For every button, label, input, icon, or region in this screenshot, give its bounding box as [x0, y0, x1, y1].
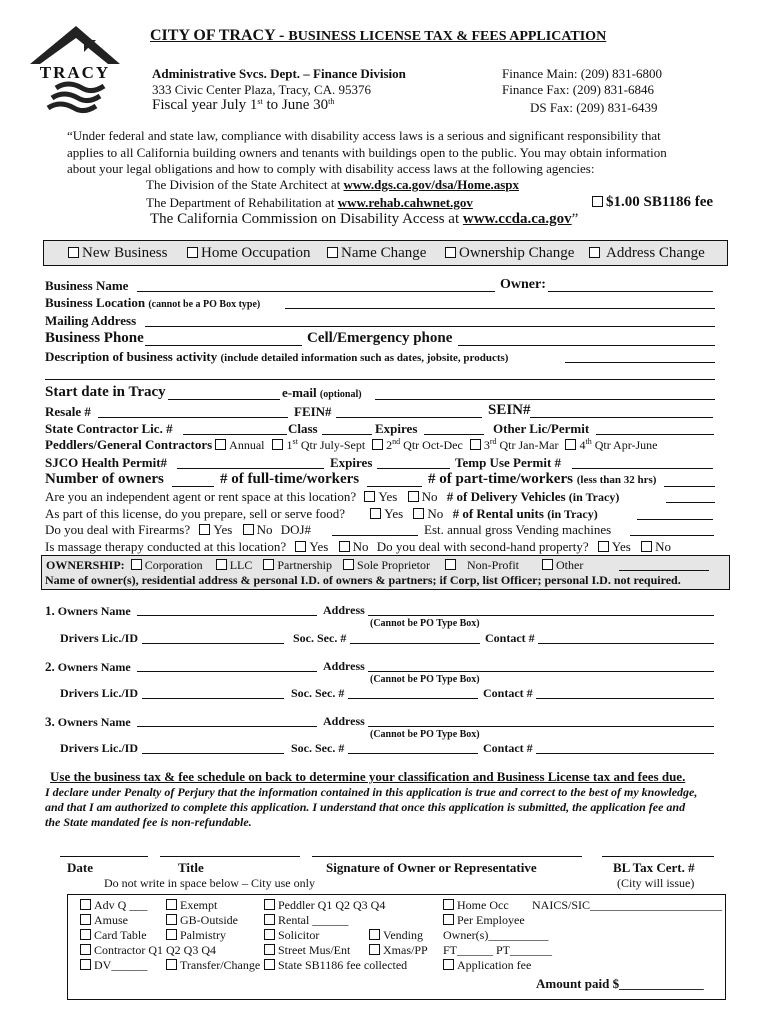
notice-line-1: “Under federal and state law, compliance with disability access laws is a serious and significant responsibility that — [67, 128, 661, 143]
other-lic-label: Other Lic/Permit — [493, 421, 590, 436]
business-location-label: Business Location (cannot be a PO Box type) — [45, 295, 261, 310]
num-owners-input[interactable] — [172, 486, 214, 487]
owner-2-dl-label: Drivers Lic./ID — [60, 686, 138, 700]
sjco-expires-label: Expires — [330, 455, 373, 470]
city-use-item[interactable]: Transfer/Change — [166, 958, 260, 973]
secondhand-no-checkbox[interactable] — [641, 541, 652, 552]
business-name-label: Business Name — [45, 278, 129, 293]
sjco-expires-input[interactable] — [377, 468, 450, 469]
city-use-item[interactable]: Per Employee — [443, 913, 552, 928]
food-row: As part of this license, do you prepare, sell or serve food? Yes No # of Rental units (in Tracy) — [45, 506, 598, 521]
q4-checkbox[interactable] — [565, 439, 576, 450]
owner-1-dl-input[interactable] — [142, 643, 284, 644]
city-use-item[interactable]: Street Mus/Ent — [264, 943, 407, 958]
logo-text: TRACY — [39, 63, 111, 82]
sein-label: SEIN# — [488, 402, 531, 418]
owner-1-address-label: Address — [323, 603, 365, 617]
description-input-1[interactable] — [565, 362, 715, 363]
food-no-checkbox[interactable] — [413, 508, 424, 519]
checkbox-icon — [445, 247, 456, 258]
sjco-input[interactable] — [177, 468, 324, 469]
owner-3-address-label: Address — [323, 714, 365, 728]
rental-units-input[interactable] — [637, 519, 713, 520]
q1-checkbox[interactable] — [272, 439, 283, 450]
owner-3-dl-label: Drivers Lic./ID — [60, 741, 138, 755]
city-use-item: Owner(s)__________ — [443, 928, 549, 942]
start-date-input[interactable] — [168, 399, 280, 400]
business-phone-input[interactable] — [145, 345, 302, 346]
food-yes-checkbox[interactable] — [370, 508, 381, 519]
city-use-note: Do not write in space below – City use only — [104, 876, 315, 890]
owner-1-name-input[interactable] — [137, 615, 317, 616]
q2-checkbox[interactable] — [372, 439, 383, 450]
peddlers-label: Peddlers/General Contractors — [45, 437, 213, 452]
massage-yes-checkbox[interactable] — [295, 541, 306, 552]
owner-1-po-note: (Cannot be PO Type Box) — [370, 618, 480, 629]
vending-label: Est. annual gross Vending machines — [424, 522, 612, 537]
fein-input[interactable] — [336, 417, 482, 418]
owner-1-name-label: 1. Owners Name — [45, 603, 131, 618]
class-input[interactable] — [322, 434, 372, 435]
owner-3-po-note: (Cannot be PO Type Box) — [370, 729, 480, 740]
owner-1-dl-label: Drivers Lic./ID — [60, 631, 138, 645]
date-label: Date — [67, 860, 93, 875]
owner-1-ssn-input[interactable] — [350, 643, 480, 644]
rehab-link[interactable]: www.rehab.cahwnet.gov — [337, 195, 473, 210]
sb1186-fee[interactable]: $1.00 SB1186 fee — [592, 194, 713, 211]
notice-line-2: applies to all California building owners and tenants with buildings open to the public. You may obtain information — [67, 145, 667, 160]
delivery-input[interactable] — [666, 502, 715, 503]
ownership-label: OWNERSHIP: — [46, 558, 125, 572]
massage-row: Is massage therapy conducted at this location? Yes No Do you deal with second-hand property? Yes No — [45, 539, 671, 554]
firearms-yes-checkbox[interactable] — [199, 524, 210, 535]
sb1186-checkbox[interactable] — [592, 196, 603, 207]
description-label: Description of business activity (include detailed information such as dates, jobsite, products) — [45, 349, 509, 364]
doj-input[interactable] — [332, 535, 418, 536]
city-use-item[interactable]: Card Table — [80, 928, 216, 943]
owner-2-ssn-label: Soc. Sec. # — [291, 686, 345, 700]
signature-label: Signature of Owner or Representative — [326, 860, 537, 875]
owner-2-contact-input[interactable] — [536, 698, 714, 699]
resale-input[interactable] — [98, 417, 288, 418]
owner-label: Owner: — [500, 277, 546, 292]
expires-label: Expires — [375, 421, 418, 436]
owner-3-dl-input[interactable] — [142, 753, 284, 754]
cell-phone-input[interactable] — [458, 345, 715, 346]
city-use-item[interactable]: Home Occ — [443, 898, 552, 913]
notice-line-3: about your legal obligations and how to comply with disability access laws at the following agencies: — [67, 161, 595, 176]
owner-input[interactable] — [548, 291, 713, 292]
agency-ccda: The California Commission on Disability Access at www.ccda.ca.gov” — [150, 211, 579, 227]
title-input[interactable] — [160, 856, 300, 857]
owner-2-contact-label: Contact # — [483, 686, 533, 700]
ownership-llc-checkbox[interactable] — [216, 559, 227, 570]
app-type-ownership-change[interactable]: Ownership Change — [445, 245, 574, 262]
fein-label: FEIN# — [294, 404, 332, 419]
business-location-input[interactable] — [285, 308, 715, 309]
city-use-col-2 — [166, 898, 260, 973]
amount-paid-field[interactable]: Amount paid $_____________ — [536, 976, 704, 991]
vending-input[interactable] — [630, 535, 714, 536]
owner-2-address-input[interactable] — [368, 671, 714, 672]
dsa-link[interactable]: www.dgs.ca.gov/dsa/Home.aspx — [343, 177, 520, 192]
owner-2-name-input[interactable] — [137, 671, 317, 672]
checkbox-icon — [327, 247, 338, 258]
ccda-link[interactable]: www.ccda.ca.gov — [462, 211, 572, 227]
resale-label: Resale # — [45, 404, 91, 419]
ownership-partnership-checkbox[interactable] — [263, 559, 274, 570]
city-use-item[interactable]: Rental ______ — [264, 913, 407, 928]
city-use-item[interactable]: GB-Outside — [166, 913, 260, 928]
sjco-label: SJCO Health Permit# — [45, 455, 168, 470]
owner-3-ssn-input[interactable] — [348, 753, 478, 754]
ownership-corporation-checkbox[interactable] — [131, 559, 142, 570]
city-use-vending[interactable]: Vending — [369, 928, 423, 943]
city-use-item[interactable]: State SB1186 fee collected — [264, 958, 407, 973]
finance-main-phone: Finance Main: (209) 831-6800 — [502, 66, 662, 81]
class-label: Class — [288, 421, 318, 436]
temp-use-input[interactable] — [572, 468, 713, 469]
bl-cert-input[interactable] — [602, 856, 714, 857]
ownership-other-checkbox[interactable] — [542, 559, 553, 570]
city-use-item[interactable]: Contractor Q1 Q2 Q3 Q4 — [80, 943, 216, 958]
owner-2-po-note: (Cannot be PO Type Box) — [370, 674, 480, 685]
ds-fax: DS Fax: (209) 831-6439 — [530, 100, 658, 115]
mailing-address-label: Mailing Address — [45, 313, 137, 328]
tracy-logo-icon — [26, 22, 124, 118]
owner-3-ssn-label: Soc. Sec. # — [291, 741, 345, 755]
massage-no-checkbox[interactable] — [339, 541, 350, 552]
owner-1-contact-label: Contact # — [485, 631, 535, 645]
form-title — [150, 27, 606, 45]
signature-input[interactable] — [312, 856, 582, 857]
part-time-label: # of part-time/workers (less than 32 hrs) — [428, 471, 657, 487]
checkbox-icon — [589, 247, 600, 258]
form-title-rest: BUSINESS LICENSE TAX & FEES APPLICATION — [288, 29, 607, 44]
firearms-no-checkbox[interactable] — [243, 524, 254, 535]
agency-rehab: The Department of Rehabilitation at www.rehab.cahwnet.gov — [146, 195, 473, 210]
checkbox-icon — [187, 247, 198, 258]
ownership-nonprofit-checkbox[interactable] — [445, 559, 456, 570]
checkbox-icon — [68, 247, 79, 258]
naics-field[interactable]: NAICS/SIC______________________ — [532, 898, 723, 912]
city-use-item[interactable]: Exempt — [166, 898, 260, 913]
agency-dsa: The Division of the State Architect at www.dgs.ca.gov/dsa/Home.aspx — [146, 177, 520, 192]
city-use-item[interactable]: Application fee — [443, 958, 552, 973]
start-date-label: Start date in Tracy — [45, 384, 166, 400]
city-use-xmas[interactable]: Xmas/PP — [369, 943, 428, 958]
full-time-label: # of full-time/workers — [220, 471, 360, 487]
date-input[interactable] — [60, 856, 148, 857]
q3-checkbox[interactable] — [470, 439, 481, 450]
secondhand-yes-checkbox[interactable] — [598, 541, 609, 552]
app-type-address-change[interactable]: Address Change — [589, 245, 705, 262]
owner-3-contact-label: Contact # — [483, 741, 533, 755]
firearms-row: Do you deal with Firearms? Yes No DOJ# — [45, 522, 312, 537]
temp-use-label: Temp Use Permit # — [455, 455, 562, 470]
annual-checkbox[interactable] — [215, 439, 226, 450]
expires-input[interactable] — [424, 434, 484, 435]
owner-3-address-input[interactable] — [368, 726, 714, 727]
ownership-other-input[interactable] — [619, 570, 709, 571]
email-label: e-mail (optional) — [282, 385, 362, 400]
owner-1-contact-input[interactable] — [538, 643, 714, 644]
peddlers-row: Peddlers/General Contractors Annual 1st Qtr July-Sept 2nd Qtr Oct-Dec 3rd Qtr Jan-Mar 4th Qtr Apr-June — [45, 437, 658, 452]
owner-2-name-label: 2. Owners Name — [45, 659, 131, 674]
schedule-note: Use the business tax & fee schedule on back to determine your classification and Business License tax and fees due. — [50, 769, 686, 784]
dept-label: Administrative Svcs. Dept. – Finance Division — [152, 66, 406, 81]
num-owners-label: Number of owners — [45, 471, 164, 487]
city-use-item[interactable]: Adv Q ___ — [80, 898, 216, 913]
city-use-item[interactable]: Solicitor — [264, 928, 407, 943]
declaration-line-1: I declare under Penalty of Perjury that the information contained in this application is true and correct to the best of my knowledge, — [45, 785, 698, 799]
ownership-row: OWNERSHIP: Corporation LLC Partnership Sole Proprietor Non-Profit Other — [46, 558, 584, 572]
finance-fax: Finance Fax: (209) 831-6846 — [502, 82, 655, 97]
city-issue-note: (City will issue) — [617, 876, 695, 890]
app-type-new-business[interactable]: New Business — [68, 245, 167, 262]
ownership-note: Name of owner(s), residential address & personal I.D. of owners & partners; if Corp, list Officer; personal I.D. not required. — [45, 573, 681, 587]
app-type-home-occupation[interactable]: Home Occupation — [187, 245, 311, 262]
contractor-label: State Contractor Lic. # — [45, 421, 173, 436]
declaration-line-2: and that I am authorized to complete this application. I understand that once this application is submitted, the application fee and — [45, 800, 686, 814]
mailing-address-input[interactable] — [145, 326, 715, 327]
form-title-city: CITY OF TRACY - — [150, 27, 285, 44]
app-type-name-change[interactable]: Name Change — [327, 245, 426, 262]
city-logo — [26, 22, 124, 118]
business-name-input[interactable] — [137, 291, 495, 292]
owner-2-address-label: Address — [323, 659, 365, 673]
ownership-sole-proprietor-checkbox[interactable] — [343, 559, 354, 570]
cell-phone-label: Cell/Emergency phone — [307, 330, 453, 346]
address-label: 333 Civic Center Plaza, Tracy, CA. 95376 — [152, 82, 372, 97]
sein-input[interactable] — [530, 417, 713, 418]
owner-2-ssn-input[interactable] — [348, 698, 478, 699]
city-use-item: FT______ PT_______ — [443, 943, 553, 957]
owner-3-name-label: 3. Owners Name — [45, 714, 131, 729]
bl-cert-label: BL Tax Cert. # — [613, 860, 695, 875]
city-use-item[interactable]: DV______ — [80, 958, 216, 973]
business-phone-label: Business Phone — [45, 330, 144, 346]
indep-yes-checkbox[interactable] — [364, 491, 375, 502]
other-lic-input[interactable] — [596, 434, 714, 435]
city-use-item[interactable]: Palmistry — [166, 928, 260, 943]
part-time-input[interactable] — [664, 486, 715, 487]
description-input-2[interactable] — [45, 379, 715, 380]
indep-no-checkbox[interactable] — [408, 491, 419, 502]
title-label: Title — [178, 860, 204, 875]
contractor-input[interactable] — [183, 434, 287, 435]
owner-1-ssn-label: Soc. Sec. # — [293, 631, 347, 645]
city-use-item[interactable]: Amuse — [80, 913, 216, 928]
city-use-item[interactable]: Peddler Q1 Q2 Q3 Q4 — [264, 898, 407, 913]
full-time-input[interactable] — [367, 486, 422, 487]
owner-3-contact-input[interactable] — [536, 753, 714, 754]
email-input[interactable] — [375, 399, 715, 400]
independent-agent-row: Are you an independent agent or rent space at this location? Yes No # of Delivery Vehicles (in Tracy) — [45, 489, 620, 504]
owner-3-name-input[interactable] — [137, 726, 317, 727]
owner-1-address-input[interactable] — [368, 615, 714, 616]
owner-2-dl-input[interactable] — [142, 698, 284, 699]
declaration-line-3: the State mandated fee is non-refundable. — [45, 815, 252, 829]
fiscal-year-label: Fiscal year July 1st to June 30th — [152, 97, 335, 113]
